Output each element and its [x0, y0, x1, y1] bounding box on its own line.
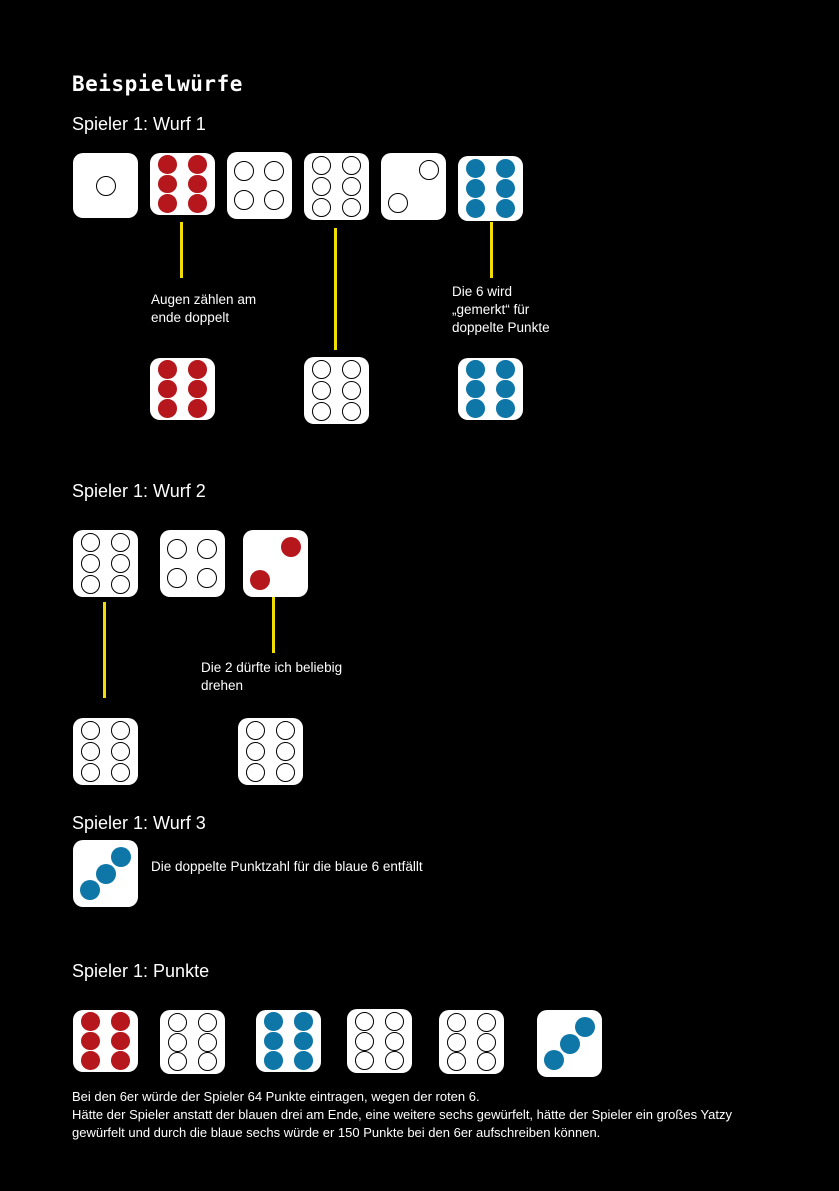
note-double-cancelled: Die doppelte Punktzahl für die blaue 6 entfällt	[151, 859, 423, 874]
note-line: ende doppelt	[151, 310, 230, 325]
die-pip	[466, 399, 485, 418]
die-pip	[560, 1034, 580, 1054]
die	[347, 1009, 412, 1073]
die-pip	[198, 1033, 217, 1052]
die-pip	[80, 880, 100, 900]
die	[439, 1010, 504, 1074]
die-pip	[477, 1052, 496, 1071]
die-pip	[246, 742, 265, 761]
die-pip	[496, 179, 515, 198]
die	[227, 152, 292, 219]
die-pip	[188, 155, 207, 174]
die-pip	[111, 847, 131, 867]
die-pip	[466, 179, 485, 198]
die-pip	[81, 742, 100, 761]
die-pip	[81, 554, 100, 573]
die-pip	[246, 721, 265, 740]
die-pip	[81, 763, 100, 782]
connector-line	[103, 602, 106, 698]
die-pip	[234, 190, 254, 210]
die-pip	[276, 742, 295, 761]
die-pip	[168, 1052, 187, 1071]
die-pip	[312, 360, 331, 379]
die-pip	[355, 1012, 374, 1031]
die-pip	[281, 537, 301, 557]
die-pip	[111, 742, 130, 761]
die	[243, 530, 308, 597]
die-pip	[96, 176, 116, 196]
die-pip	[246, 763, 265, 782]
die	[381, 153, 446, 220]
die-pip	[111, 554, 130, 573]
die-pip	[158, 194, 177, 213]
die-pip	[111, 1032, 130, 1051]
die-pip	[158, 175, 177, 194]
die-pip	[276, 721, 295, 740]
die-pip	[234, 161, 254, 181]
die-pip	[312, 198, 331, 217]
die-pip	[544, 1050, 564, 1070]
die	[458, 156, 523, 221]
summary-line: gewürfelt und durch die blaue sechs würde er 150 Punkte bei den 6er aufschreiben können.	[72, 1125, 601, 1140]
die-pip	[167, 568, 187, 588]
die-pip	[81, 1051, 100, 1070]
die-pip	[312, 177, 331, 196]
die-pip	[111, 575, 130, 594]
die-pip	[419, 160, 439, 180]
die-pip	[158, 360, 177, 379]
die-pip	[496, 360, 515, 379]
connector-line	[272, 597, 275, 653]
die-pip	[385, 1032, 404, 1051]
die-pip	[81, 575, 100, 594]
note-line: Augen zählen am	[151, 292, 257, 307]
die-pip	[188, 399, 207, 418]
die	[304, 357, 369, 424]
note-free-turn	[201, 659, 342, 695]
die-pip	[81, 1012, 100, 1031]
die-pip	[167, 539, 187, 559]
summary-line: Hätte der Spieler anstatt der blauen drei am Ende, eine weitere sechs gewürfelt, hätte der Spieler ein großes Yatzy	[72, 1107, 732, 1122]
die-pip	[158, 380, 177, 399]
die-pip	[198, 1052, 217, 1071]
die-pip	[188, 380, 207, 399]
die-pip	[111, 533, 130, 552]
die-pip	[355, 1032, 374, 1051]
die-pip	[168, 1013, 187, 1032]
die-pip	[477, 1033, 496, 1052]
die-pip	[477, 1013, 496, 1032]
die-pip	[197, 568, 217, 588]
wurf3-heading: Spieler 1: Wurf 3	[72, 813, 206, 833]
die-pip	[188, 360, 207, 379]
die-pip	[250, 570, 270, 590]
die	[73, 1010, 138, 1072]
die-pip	[388, 193, 408, 213]
die-pip	[294, 1032, 313, 1051]
die	[256, 1010, 321, 1072]
die-pip	[276, 763, 295, 782]
die	[160, 1010, 225, 1074]
die	[458, 358, 523, 420]
die-pip	[385, 1012, 404, 1031]
die-pip	[342, 156, 361, 175]
die	[160, 530, 225, 597]
die-pip	[342, 177, 361, 196]
die-pip	[264, 1012, 283, 1031]
die-pip	[111, 763, 130, 782]
die-pip	[158, 155, 177, 174]
note-line: doppelte Punkte	[452, 320, 550, 335]
die-pip	[385, 1051, 404, 1070]
die-pip	[264, 1032, 283, 1051]
note-double-points	[151, 291, 256, 327]
die	[537, 1010, 602, 1077]
die-pip	[575, 1017, 595, 1037]
summary-line: Bei den 6er würde der Spieler 64 Punkte eintragen, wegen der roten 6.	[72, 1089, 480, 1104]
die-pip	[496, 380, 515, 399]
connector-line	[490, 222, 493, 278]
punkte-heading: Spieler 1: Punkte	[72, 961, 210, 981]
die-pip	[264, 190, 284, 210]
die-pip	[111, 1012, 130, 1031]
die	[304, 153, 369, 220]
die-pip	[81, 721, 100, 740]
connector-line	[334, 228, 337, 350]
die-pip	[81, 533, 100, 552]
die-pip	[111, 1051, 130, 1070]
die-pip	[81, 1032, 100, 1051]
die-pip	[198, 1013, 217, 1032]
die-pip	[188, 175, 207, 194]
note-line: drehen	[201, 678, 244, 693]
die-pip	[312, 402, 331, 421]
wurf1-heading: Spieler 1: Wurf 1	[72, 114, 206, 134]
die-pip	[447, 1052, 466, 1071]
die-pip	[447, 1013, 466, 1032]
die-pip	[496, 399, 515, 418]
die-pip	[168, 1033, 187, 1052]
die-pip	[342, 402, 361, 421]
die	[150, 153, 215, 215]
wurf2-heading: Spieler 1: Wurf 2	[72, 481, 206, 501]
note-line: Die 6 wird	[452, 284, 513, 299]
connector-line	[180, 222, 183, 278]
die-pip	[447, 1033, 466, 1052]
die-pip	[197, 539, 217, 559]
die-pip	[496, 199, 515, 218]
die-pip	[294, 1051, 313, 1070]
die-pip	[312, 156, 331, 175]
die-pip	[342, 360, 361, 379]
die-pip	[355, 1051, 374, 1070]
die	[73, 718, 138, 785]
die	[73, 530, 138, 597]
die-pip	[466, 360, 485, 379]
die	[238, 718, 303, 785]
note-line: Die 2 dürfte ich beliebig	[201, 660, 343, 675]
die-pip	[188, 194, 207, 213]
page-title: Beispielwürfe	[72, 72, 243, 96]
die-pip	[264, 1051, 283, 1070]
note-line: „gemerkt“ für	[452, 302, 530, 317]
die-pip	[342, 198, 361, 217]
die-pip	[158, 399, 177, 418]
die	[150, 358, 215, 420]
die-pip	[466, 199, 485, 218]
points-explanation	[72, 1088, 792, 1142]
die-pip	[342, 381, 361, 400]
die	[73, 840, 138, 907]
die-pip	[466, 380, 485, 399]
die-pip	[111, 721, 130, 740]
die	[73, 153, 138, 218]
die-pip	[496, 159, 515, 178]
note-six-marked	[452, 283, 550, 337]
die-pip	[264, 161, 284, 181]
die-pip	[96, 864, 116, 884]
die-pip	[294, 1012, 313, 1031]
die-pip	[312, 381, 331, 400]
die-pip	[466, 159, 485, 178]
